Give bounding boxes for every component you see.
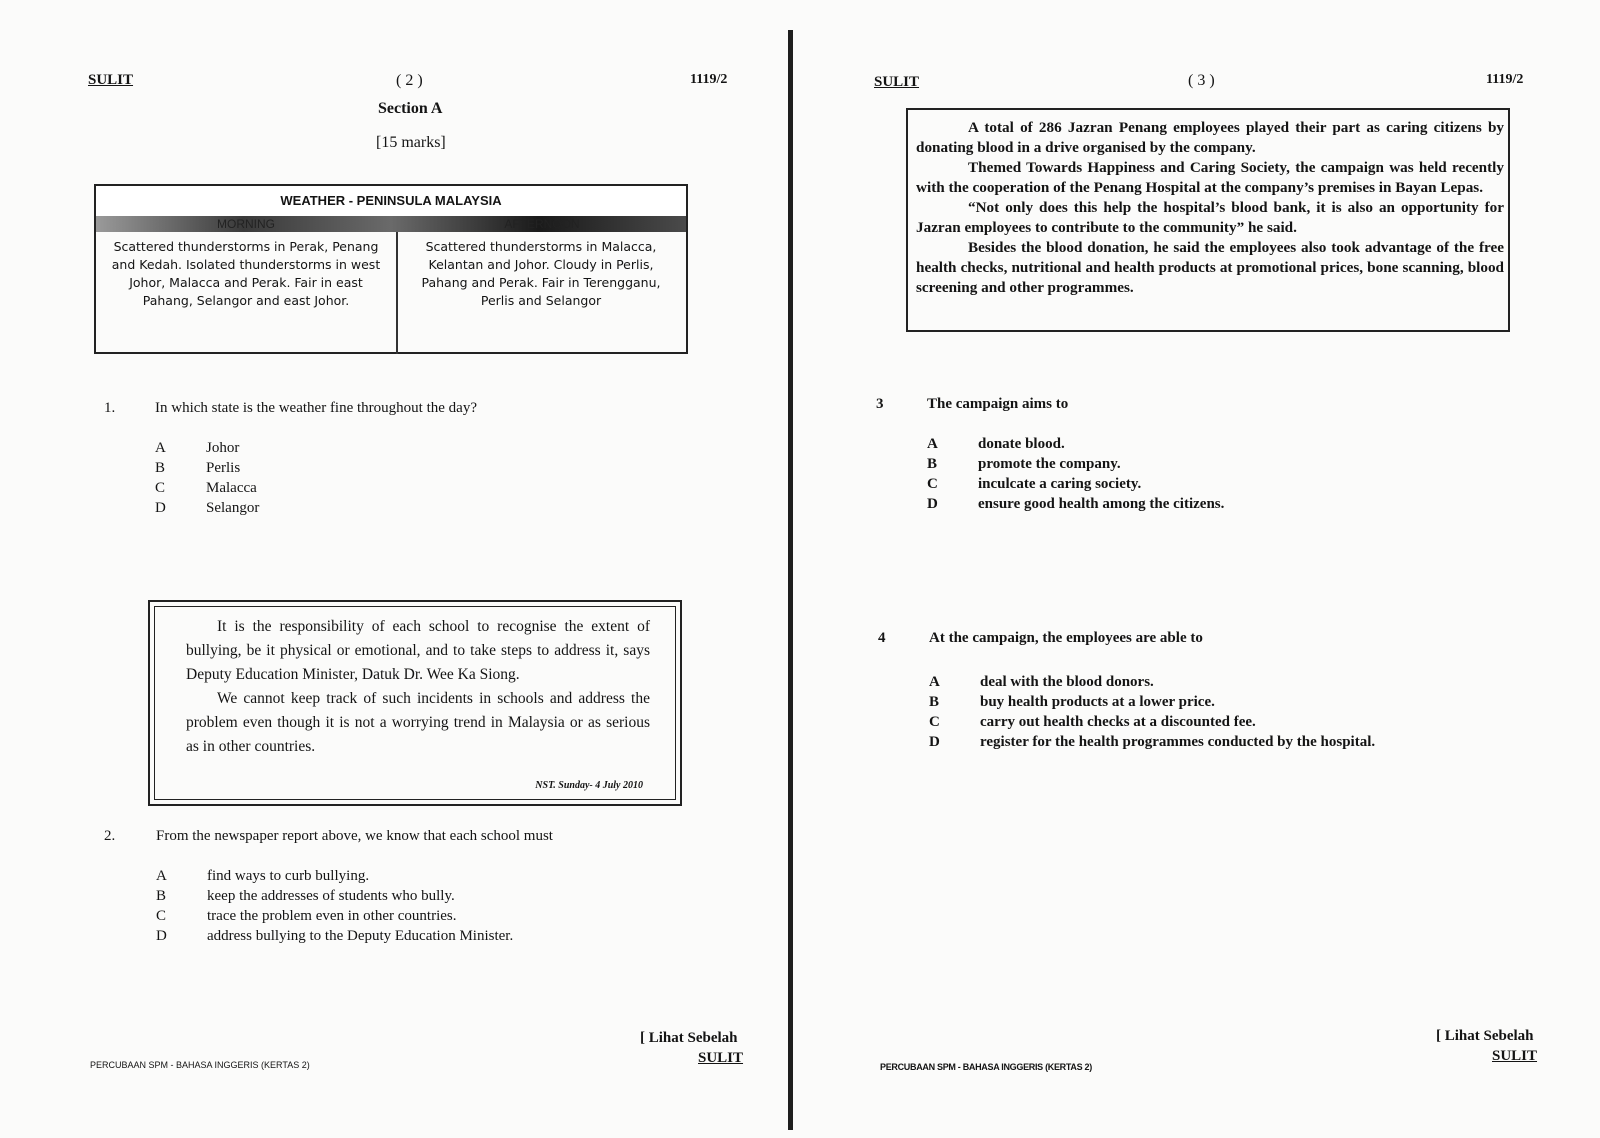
weather-morning-text: Scattered thunderstorms in Perak, Penang and Kedah. Isolated thunderstorms in west Johor, Malacca and Perak. Fair in east Pahang, Selangor and east Johor. — [111, 239, 381, 308]
option-item: C carry out health checks at a discounted fee. — [929, 714, 1256, 730]
option-item: D address bullying to the Deputy Education Minister. — [156, 928, 514, 944]
weather-col-afternoon-head: AFTERNOON — [504, 217, 580, 231]
bullying-paragraph-2: We cannot keep track of such incidents in schools and address the problem even though it is not a worrying trend in Malaysia or as serious as in other countries. — [186, 690, 650, 755]
option-item: B promote the company. — [927, 456, 1121, 472]
option-item: B Perlis — [155, 460, 241, 476]
option-item: C inculcate a caring society. — [927, 476, 1142, 492]
bullying-paragraph-1: It is the responsibility of each school to recognise the extent of bullying, be it physical or emotional, and to take steps to address it, says Deputy Education Minister, Datuk Dr. Wee Ka Siong. — [186, 618, 650, 683]
option-item: D register for the health programmes conducted by the hospital. — [929, 734, 1376, 750]
option-item: A deal with the blood donors. — [929, 674, 1154, 690]
question-3-options — [927, 434, 1224, 514]
weather-afternoon-text: Scattered thunderstorms in Malacca, Kelantan and Johor. Cloudy in Perlis, Pahang and Perak. Fair in Terengganu, Perlis and Selangor — [421, 239, 661, 308]
question-2-text: From the newspaper report above, we know that each school must — [156, 828, 553, 844]
turn-over-note: [ Lihat Sebelah — [1436, 1028, 1534, 1044]
footer-sulit-label: SULIT — [698, 1050, 744, 1066]
news-source: NST. Sunday- 4 July 2010 — [535, 780, 643, 791]
bullying-news-box — [148, 600, 682, 806]
option-item: A Johor — [155, 440, 240, 456]
option-item: C Malacca — [155, 480, 257, 496]
question-4-options — [929, 672, 1375, 752]
header-sulit-label: SULIT — [88, 72, 134, 88]
right-page — [796, 0, 1600, 1138]
option-item: D Selangor — [155, 500, 260, 516]
option-item: A donate blood. — [927, 436, 1065, 452]
left-page — [0, 0, 790, 1138]
paper-code: 1119/2 — [690, 72, 728, 87]
option-item: C trace the problem even in other countries. — [156, 908, 457, 924]
jazran-paragraph-2: Themed Towards Happiness and Caring Society, the campaign was held recently with the cooperation of the Penang Hospital at the company’s premises in Bayan Lepas. — [916, 159, 1504, 196]
footer-paper-note: PERCUBAAN SPM - BAHASA INGGERIS (KERTAS 2) — [90, 1060, 310, 1070]
section-marks: [15 marks] — [376, 134, 446, 151]
jazran-news-box — [906, 108, 1510, 332]
weather-column-divider — [396, 232, 398, 354]
bullying-news-text — [186, 615, 650, 759]
header-sulit-label: SULIT — [874, 74, 920, 90]
turn-over-note: [ Lihat Sebelah — [640, 1030, 738, 1046]
bullying-news-inner-frame — [154, 606, 676, 800]
question-4-text: At the campaign, the employees are able to — [929, 630, 1203, 646]
option-item: A find ways to curb bullying. — [156, 868, 370, 884]
jazran-paragraph-4: Besides the blood donation, he said the employees also took advantage of the free health checks, nutritional and health products at promotional prices, bone scanning, blood screening and other programmes. — [916, 239, 1504, 296]
weather-col-morning-head: MORNING — [217, 217, 275, 231]
question-3-number: 3 — [876, 396, 884, 412]
option-item: B buy health products at a lower price. — [929, 694, 1215, 710]
footer-sulit-label: SULIT — [1492, 1048, 1538, 1064]
jazran-news-text — [916, 118, 1504, 298]
page-number: ( 2 ) — [396, 72, 423, 89]
question-2-options — [156, 866, 513, 946]
jazran-paragraph-3: “Not only does this help the hospital’s blood bank, it is also an opportunity for Jazran employees to contribute to the community” he said. — [916, 199, 1504, 236]
question-4-number: 4 — [878, 630, 886, 646]
option-item: D ensure good health among the citizens. — [927, 496, 1225, 512]
weather-table — [94, 184, 688, 354]
question-3-text: The campaign aims to — [927, 396, 1069, 412]
footer-paper-note: PERCUBAAN SPM - BAHASA INGGERIS (KERTAS 2) — [880, 1062, 1092, 1072]
paper-code: 1119/2 — [1486, 72, 1524, 87]
question-1-text: In which state is the weather fine throughout the day? — [155, 400, 477, 416]
question-1-options — [155, 438, 259, 518]
jazran-paragraph-1: A total of 286 Jazran Penang employees played their part as caring citizens by donating blood in a drive organised by the company. — [916, 119, 1504, 156]
question-2-number: 2. — [104, 828, 116, 844]
weather-title: WEATHER - PENINSULA MALAYSIA — [96, 186, 686, 216]
option-item: B keep the addresses of students who bully. — [156, 888, 455, 904]
section-title: Section A — [378, 100, 443, 117]
question-1-number: 1. — [104, 400, 116, 416]
page-number: ( 3 ) — [1188, 72, 1215, 89]
